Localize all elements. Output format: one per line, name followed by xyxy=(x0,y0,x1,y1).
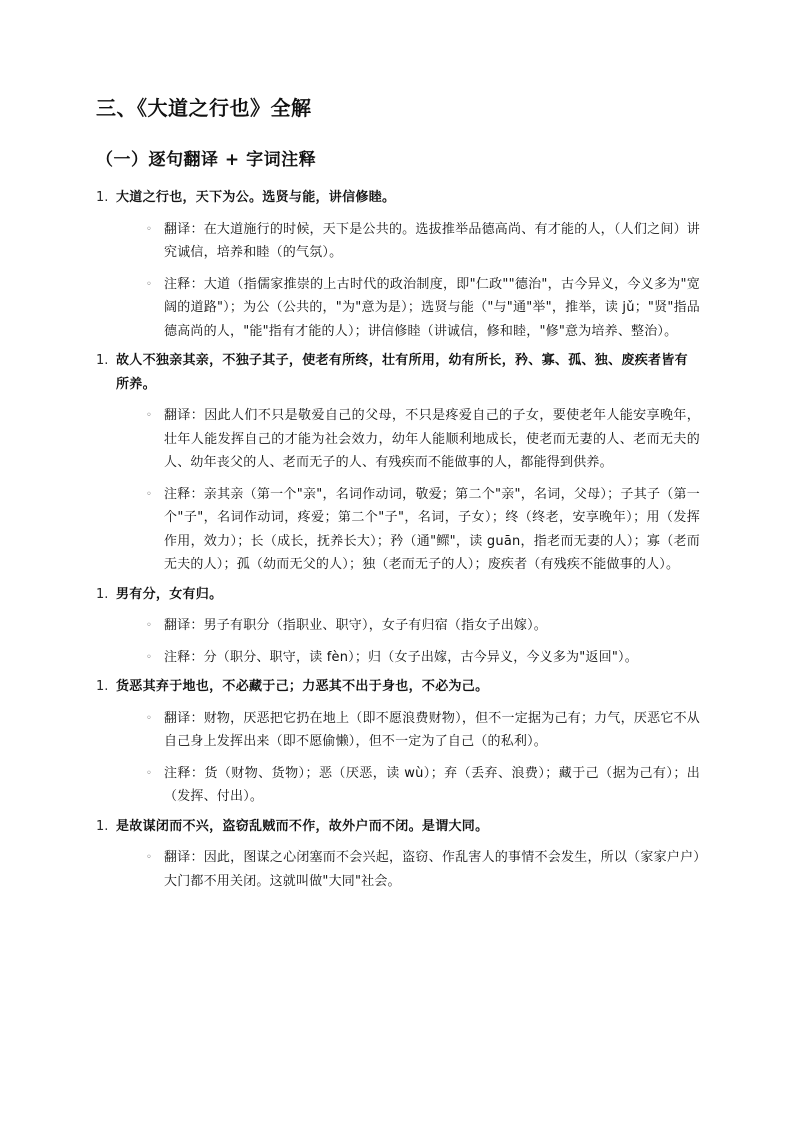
original-sentence: 男有分，女有归。 xyxy=(116,586,223,602)
bullet-icon: ◦ xyxy=(146,278,152,290)
translation-text: 翻译：因此人们不只是敬爱自己的父母，不只是疼爱自己的子女，要使老年人能安享晚年，壮年人能发挥自己的才能为社会效力，幼年人能顺利地成长，使老而无妻的人、老而无夫的人、幼年丧父的人、老而无子的人、有残疾而不能做事的人，都能得到供养。 xyxy=(164,408,700,470)
bullet-icon: ◦ xyxy=(146,410,152,421)
original-sentence: 故人不独亲其亲，不独子其子，使老有所终，壮有所用，幼有所长，矜、寡、孤、独、废疾者皆有所养。 xyxy=(116,353,688,392)
translation-item xyxy=(116,846,700,893)
list-number: 1. xyxy=(96,586,109,602)
bullet-icon: ◦ xyxy=(146,767,152,779)
list-number: 1. xyxy=(96,679,109,694)
translation-item xyxy=(116,614,700,638)
section-heading: 三、《大道之行也》全解 xyxy=(96,96,312,120)
translation-text: 翻译：在大道施行的时候，天下是公共的。选拔推举品德高尚、有才能的人，（人们之间）讲究诚信，培养和睦（的气氛）。 xyxy=(164,221,700,260)
list-item xyxy=(96,815,700,894)
translation-item xyxy=(116,218,700,265)
annotation-item xyxy=(116,483,700,577)
annotation-text: 注释：亲其亲（第一个"亲"，名词作动词，敬爱；第二个"亲"，名词，父母）；子其子（第一个"子"，名词作动词，疼爱；第二个"子"，名词，子女）；终（终老，安享晚年）；用（发挥作用，效力）；长（成长，抚养长大）；矜（通"鳏"，读 guān，指老而无妻的人）；寡（老而无夫的人）；孤（幼而无父的人）；独（老而无子的人）；废疾者（有残疾不能做事的人）。 xyxy=(164,486,700,572)
list-number: 1. xyxy=(96,818,109,834)
sentence-list xyxy=(96,186,700,899)
list-item xyxy=(96,583,700,670)
list-number: 1. xyxy=(96,353,109,368)
list-item xyxy=(96,349,700,577)
annotation-item xyxy=(116,762,700,809)
translation-item xyxy=(116,707,700,754)
bullet-icon: ◦ xyxy=(146,223,152,235)
annotation-item xyxy=(116,273,700,344)
original-sentence: 大道之行也，天下为公。选贤与能，讲信修睦。 xyxy=(116,190,396,205)
translation-text: 翻译：男子有职分（指职业、职守），女子有归宿（指女子出嫁）。 xyxy=(164,618,548,633)
annotation-text: 注释：分（职分、职守，读 fèn）；归（女子出嫁，古今异义，今义多为"返回"）。 xyxy=(164,649,638,665)
list-number: 1. xyxy=(96,190,109,205)
subsection-heading: （一）逐句翻译 + 字词注释 xyxy=(96,150,317,170)
translation-text: 翻译：财物，厌恶把它扔在地上（即不愿浪费财物），但不一定据为己有；力气，厌恶它不从自己身上发挥出来（即不愿偷懒），但不一定为了自己（的私利）。 xyxy=(164,710,700,749)
list-item xyxy=(96,186,700,343)
list-item xyxy=(96,675,700,809)
annotation-item xyxy=(116,646,700,670)
annotation-text: 注释：大道（指儒家推崇的上古时代的政治制度，即"仁政""德治"，古今异义，今义多为"宽阔的道路"）；为公（公共的，"为"意为是）；选贤与能（"与"通"举"，推举，读 jǔ；"贤"指品德高尚的人，"能"指有才能的人）；讲信修睦（讲诚信，修和睦，"修"意为培养、整治）。 xyxy=(164,276,700,339)
original-sentence: 货恶其弃于地也，不必藏于己；力恶其不出于身也，不必为己。 xyxy=(116,679,489,694)
bullet-icon: ◦ xyxy=(146,712,152,724)
bullet-icon: ◦ xyxy=(146,620,152,631)
translation-text: 翻译：因此，图谋之心闭塞而不会兴起，盗窃、作乱害人的事情不会发生，所以（家家户户）大门都不用关闭。这就叫做"大同"社会。 xyxy=(164,850,700,889)
bullet-icon: ◦ xyxy=(146,488,152,500)
translation-item xyxy=(116,404,700,475)
bullet-icon: ◦ xyxy=(146,651,152,663)
annotation-text: 注释：货（财物、货物）；恶（厌恶，读 wù）；弃（丢弃、浪费）；藏于己（据为己有）；出（发挥、付出）。 xyxy=(164,765,700,804)
original-sentence: 是故谋闭而不兴，盗窃乱贼而不作，故外户而不闭。是谓大同。 xyxy=(116,818,489,834)
bullet-icon: ◦ xyxy=(146,852,152,863)
